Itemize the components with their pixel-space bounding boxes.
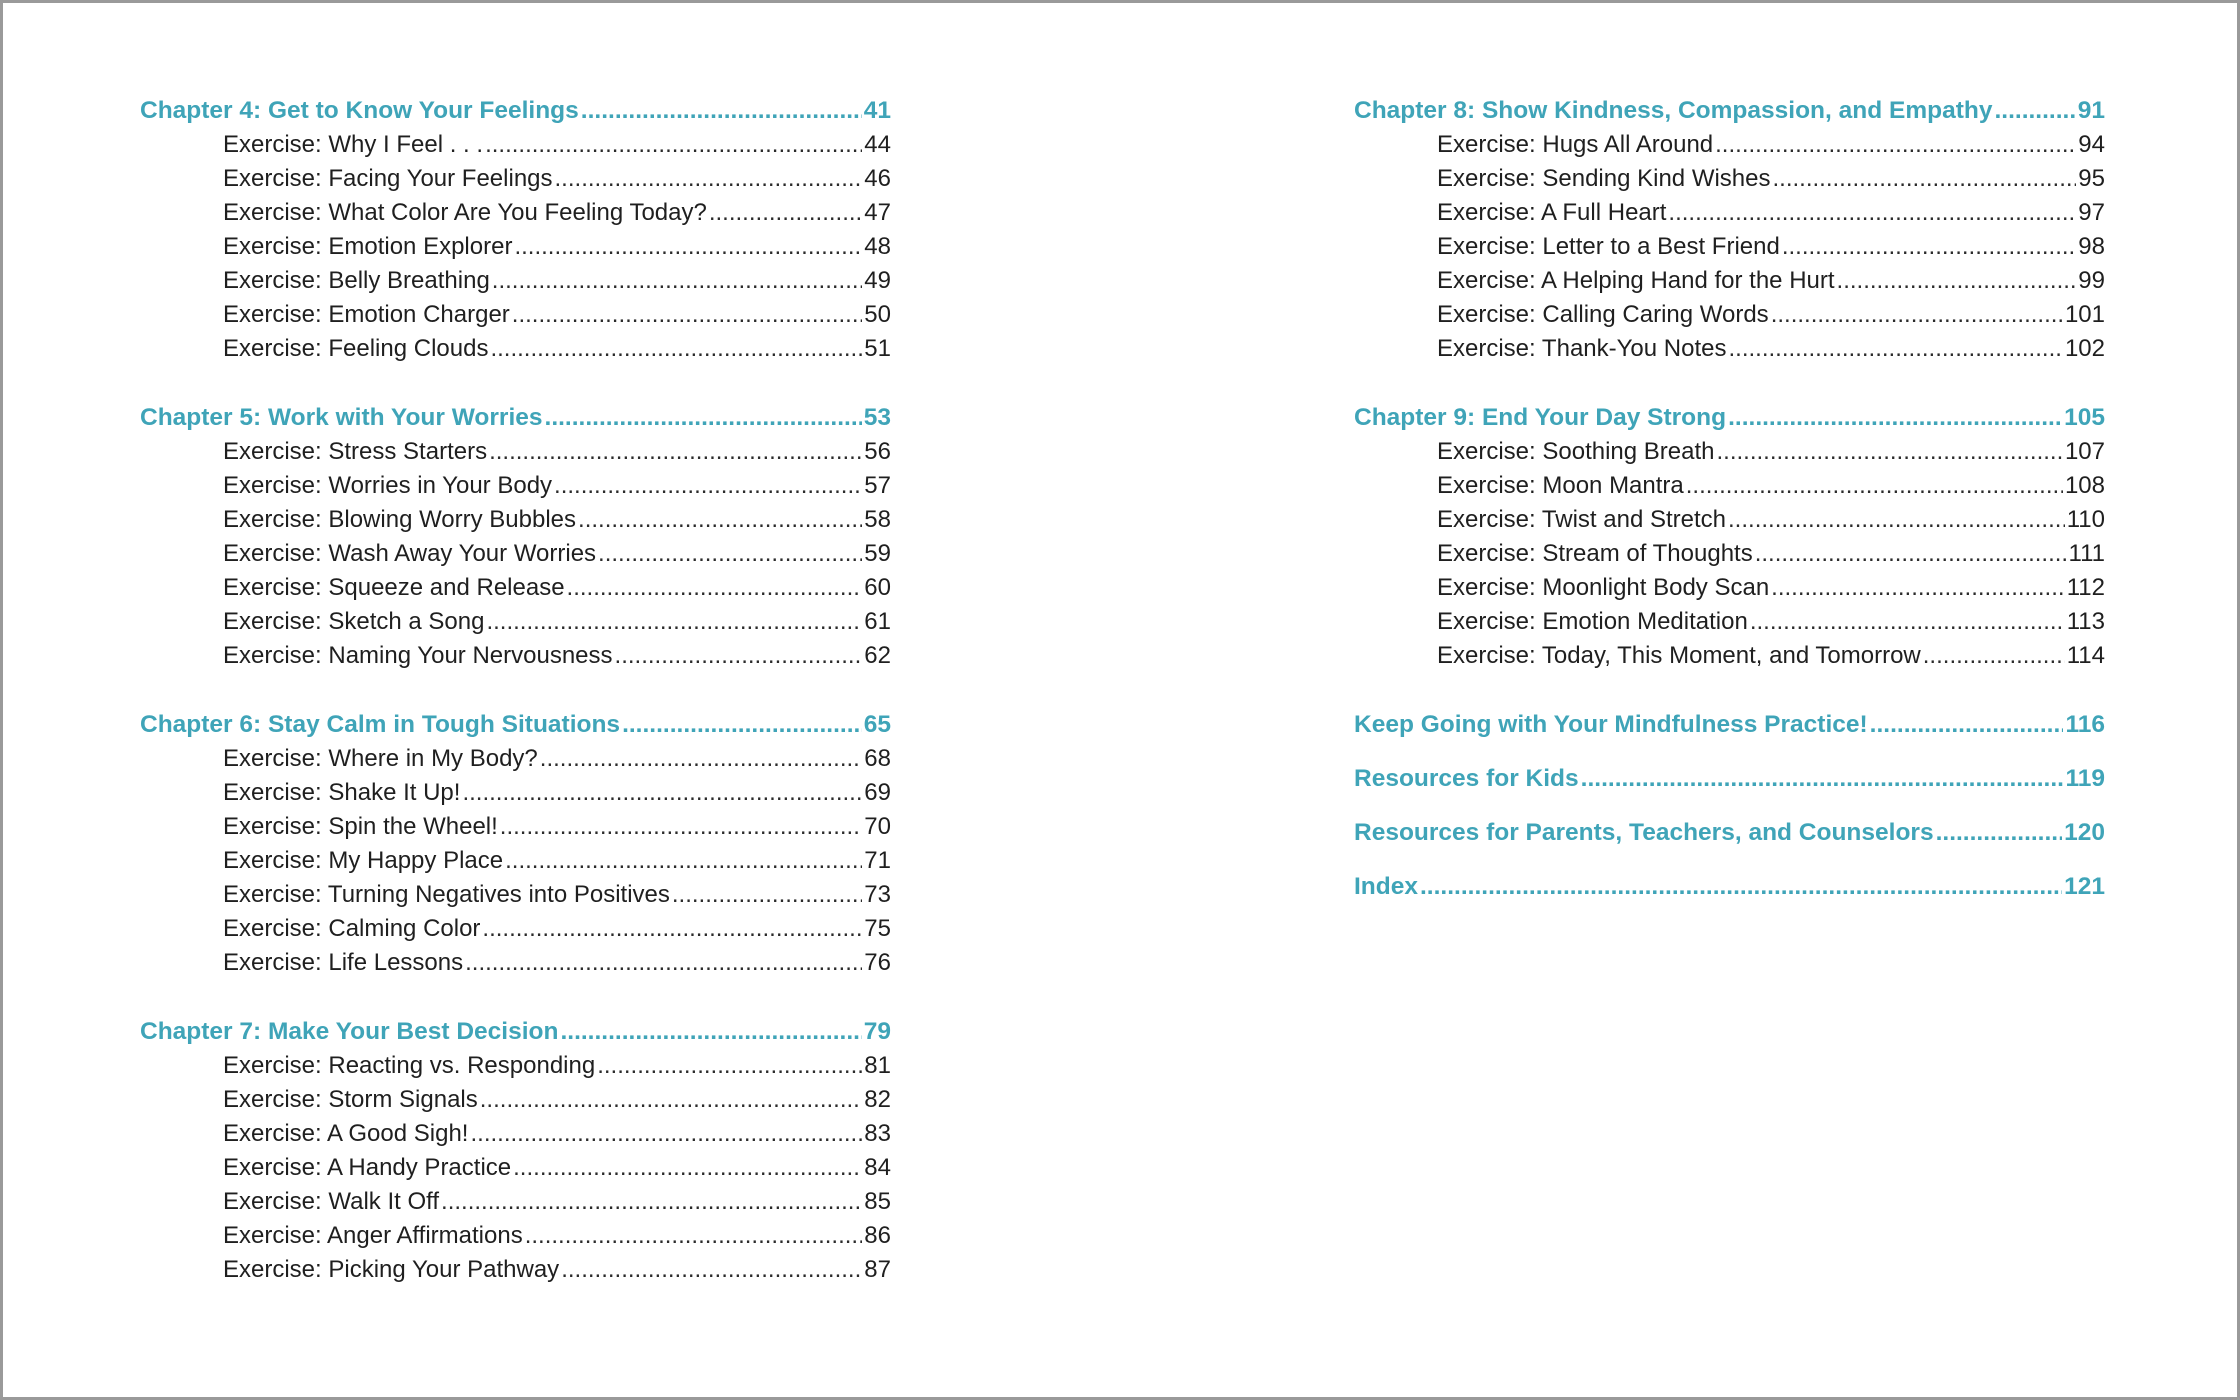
- exercise-entry[interactable]: [140, 196, 891, 230]
- exercise-title: Exercise: Spin the Wheel!: [223, 813, 498, 840]
- page-number: 79: [863, 1018, 891, 1045]
- page-number: 83: [864, 1120, 891, 1147]
- dot-leader: [555, 162, 863, 196]
- dot-leader: [1936, 816, 2063, 850]
- dot-leader: [500, 810, 863, 844]
- exercise-entry[interactable]: [1354, 571, 2105, 605]
- exercise-entry[interactable]: [140, 230, 891, 264]
- exercise-title: Exercise: Turning Negatives into Positives: [223, 881, 670, 908]
- exercise-entry[interactable]: [1354, 503, 2105, 537]
- dot-leader: [1420, 870, 2062, 904]
- dot-leader: [1923, 639, 2065, 673]
- page-number: 60: [864, 574, 891, 601]
- exercise-title: Exercise: Shake It Up!: [223, 779, 461, 806]
- dot-leader: [490, 332, 862, 366]
- page-number: 59: [864, 540, 891, 567]
- exercise-title: Exercise: What Color Are You Feeling Today?: [223, 199, 707, 226]
- section-heading[interactable]: [1354, 708, 2105, 742]
- page-number: 68: [864, 745, 891, 772]
- dot-leader: [485, 128, 862, 162]
- dot-leader: [505, 844, 862, 878]
- chapter-heading[interactable]: [140, 94, 891, 128]
- exercise-title: Exercise: Reacting vs. Responding: [223, 1052, 596, 1079]
- page-number: 97: [2078, 199, 2105, 226]
- page-number: 120: [2064, 819, 2105, 846]
- exercise-title: Exercise: Blowing Worry Bubbles: [223, 506, 577, 533]
- exercise-title: Exercise: Naming Your Nervousness: [223, 642, 613, 669]
- exercise-entry[interactable]: [140, 605, 891, 639]
- exercise-entry[interactable]: [1354, 128, 2105, 162]
- dot-leader: [672, 878, 862, 912]
- dot-leader: [1771, 298, 2063, 332]
- chapter-heading[interactable]: [140, 708, 891, 742]
- exercise-title: Exercise: A Handy Practice: [223, 1154, 512, 1181]
- exercise-title: Exercise: Squeeze and Release: [223, 574, 565, 601]
- chapter-title: Chapter 6: Stay Calm in Tough Situations: [140, 711, 621, 738]
- page-number: 121: [2064, 873, 2105, 900]
- exercise-title: Exercise: Why I Feel . . .: [223, 131, 484, 158]
- exercise-title: Exercise: Wash Away Your Worries: [223, 540, 597, 567]
- dot-leader: [525, 1219, 863, 1253]
- chapter-6-section: [140, 708, 891, 980]
- dot-leader: [622, 708, 862, 742]
- exercise-title: Exercise: Hugs All Around: [1437, 131, 1714, 158]
- exercise-entry[interactable]: [140, 776, 891, 810]
- exercise-title: Exercise: Moon Mantra: [1437, 472, 1684, 499]
- page-number: 101: [2064, 301, 2105, 328]
- exercise-title: Exercise: A Good Sigh!: [223, 1120, 469, 1147]
- dot-leader: [560, 1015, 861, 1049]
- dot-leader: [514, 230, 862, 264]
- exercise-title: Exercise: Stress Starters: [223, 438, 488, 465]
- page-number: 47: [864, 199, 891, 226]
- page-number: 87: [864, 1256, 891, 1283]
- chapter-heading[interactable]: [140, 401, 891, 435]
- dot-leader: [1729, 332, 2063, 366]
- dot-leader: [709, 196, 862, 230]
- dot-leader: [482, 912, 862, 946]
- dot-leader: [597, 1049, 862, 1083]
- exercise-title: Exercise: Soothing Breath: [1437, 438, 1715, 465]
- exercise-title: Exercise: Where in My Body?: [223, 745, 538, 772]
- page-number: 110: [2066, 506, 2105, 533]
- dot-leader: [1728, 401, 2062, 435]
- chapter-title: Chapter 4: Get to Know Your Feelings: [140, 97, 579, 124]
- page-number: 113: [2066, 608, 2105, 635]
- section-title: Resources for Parents, Teachers, and Counselors: [1354, 819, 1934, 846]
- exercise-entry[interactable]: [140, 1151, 891, 1185]
- exercise-entry[interactable]: [140, 264, 891, 298]
- exercise-title: Exercise: Stream of Thoughts: [1437, 540, 1753, 567]
- page-number: 84: [864, 1154, 891, 1181]
- exercise-entry[interactable]: [140, 844, 891, 878]
- exercise-entry[interactable]: [140, 162, 891, 196]
- dot-leader: [1750, 605, 2065, 639]
- exercise-entry[interactable]: [140, 503, 891, 537]
- dot-leader: [1686, 469, 2063, 503]
- exercise-entry[interactable]: [1354, 264, 2105, 298]
- page-number: 102: [2064, 335, 2105, 362]
- exercise-entry[interactable]: [140, 742, 891, 776]
- page-number: 56: [864, 438, 891, 465]
- dot-leader: [1773, 162, 2077, 196]
- page-number: 112: [2066, 574, 2105, 601]
- exercise-entry[interactable]: [1354, 605, 2105, 639]
- extra-section-resources-kids: [1354, 762, 2105, 796]
- extra-section-mindfulness: [1354, 708, 2105, 742]
- exercise-entry[interactable]: [140, 469, 891, 503]
- exercise-entry[interactable]: [140, 1083, 891, 1117]
- page-number: 76: [864, 949, 891, 976]
- page-number: 114: [2066, 642, 2105, 669]
- page-number: 49: [864, 267, 891, 294]
- page-number: 62: [864, 642, 891, 669]
- exercise-title: Exercise: Feeling Clouds: [223, 335, 489, 362]
- exercise-entry[interactable]: [140, 1253, 891, 1287]
- dot-leader: [554, 469, 862, 503]
- exercise-title: Exercise: Calling Caring Words: [1437, 301, 1769, 328]
- dot-leader: [1581, 762, 2064, 796]
- dot-leader: [1717, 435, 2063, 469]
- page-number: 50: [864, 301, 891, 328]
- exercise-entry[interactable]: [140, 435, 891, 469]
- exercise-title: Exercise: My Happy Place: [223, 847, 504, 874]
- chapter-9-section: [1354, 401, 2105, 673]
- dot-leader: [545, 401, 862, 435]
- exercise-entry[interactable]: [140, 1185, 891, 1219]
- exercise-entry[interactable]: [1354, 537, 2105, 571]
- exercise-entry[interactable]: [140, 1117, 891, 1151]
- dot-leader: [578, 503, 862, 537]
- chapter-5-section: [140, 401, 891, 673]
- dot-leader: [1782, 230, 2076, 264]
- page-number: 119: [2065, 765, 2105, 792]
- page-number: 107: [2064, 438, 2105, 465]
- exercise-title: Exercise: A Helping Hand for the Hurt: [1437, 267, 1835, 294]
- dot-leader: [441, 1185, 862, 1219]
- exercise-entry[interactable]: [140, 128, 891, 162]
- chapter-title: Chapter 7: Make Your Best Decision: [140, 1018, 559, 1045]
- page-number: 48: [864, 233, 891, 260]
- chapter-title: Chapter 8: Show Kindness, Compassion, and Empathy: [1354, 97, 1993, 124]
- page-number: 65: [863, 711, 891, 738]
- toc-right-column: [1354, 94, 2105, 924]
- dot-leader: [513, 1151, 862, 1185]
- page-number: 57: [864, 472, 891, 499]
- section-heading[interactable]: [1354, 762, 2105, 796]
- page-number: 69: [864, 779, 891, 806]
- exercise-entry[interactable]: [1354, 196, 2105, 230]
- page-number: 73: [864, 881, 891, 908]
- chapter-4-section: [140, 94, 891, 366]
- dot-leader: [1771, 571, 2065, 605]
- page-number: 70: [864, 813, 891, 840]
- exercise-title: Exercise: Today, This Moment, and Tomorrow: [1437, 642, 1921, 669]
- exercise-entry[interactable]: [1354, 332, 2105, 366]
- dot-leader: [512, 298, 863, 332]
- exercise-title: Exercise: A Full Heart: [1437, 199, 1667, 226]
- page-number: 91: [2077, 97, 2105, 124]
- section-title: Resources for Kids: [1354, 765, 1579, 792]
- exercise-title: Exercise: Storm Signals: [223, 1086, 478, 1113]
- page-number: 58: [864, 506, 891, 533]
- exercise-entry[interactable]: [140, 810, 891, 844]
- exercise-title: Exercise: Emotion Charger: [223, 301, 510, 328]
- chapter-title: Chapter 9: End Your Day Strong: [1354, 404, 1727, 431]
- section-heading[interactable]: [1354, 816, 2105, 850]
- page-number: 41: [863, 97, 891, 124]
- exercise-title: Exercise: Anger Affirmations: [223, 1222, 523, 1249]
- exercise-entry[interactable]: [1354, 298, 2105, 332]
- exercise-entry[interactable]: [140, 639, 891, 673]
- dot-leader: [540, 742, 863, 776]
- dot-leader: [567, 571, 863, 605]
- exercise-entry[interactable]: [1354, 469, 2105, 503]
- page-number: 81: [864, 1052, 891, 1079]
- dot-leader: [489, 435, 862, 469]
- exercise-title: Exercise: Walk It Off: [223, 1188, 440, 1215]
- exercise-title: Exercise: Letter to a Best Friend: [1437, 233, 1780, 260]
- dot-leader: [1715, 128, 2076, 162]
- extra-section-resources-adults: [1354, 816, 2105, 850]
- exercise-entry[interactable]: [140, 878, 891, 912]
- page-number: 53: [863, 404, 891, 431]
- dot-leader: [561, 1253, 862, 1287]
- exercise-title: Exercise: Twist and Stretch: [1437, 506, 1727, 533]
- exercise-entry[interactable]: [140, 332, 891, 366]
- dot-leader: [581, 94, 862, 128]
- dot-leader: [470, 1117, 862, 1151]
- dot-leader: [1870, 708, 2064, 742]
- page-number: 82: [864, 1086, 891, 1113]
- dot-leader: [615, 639, 863, 673]
- section-title: Keep Going with Your Mindfulness Practice!: [1354, 711, 1868, 738]
- section-title: Index: [1354, 873, 1418, 900]
- chapter-heading[interactable]: [1354, 401, 2105, 435]
- chapter-8-section: [1354, 94, 2105, 366]
- exercise-entry[interactable]: [1354, 230, 2105, 264]
- exercise-entry[interactable]: [1354, 639, 2105, 673]
- page-number: 95: [2078, 165, 2105, 192]
- exercise-entry[interactable]: [1354, 162, 2105, 196]
- dot-leader: [1837, 264, 2077, 298]
- chapter-heading[interactable]: [1354, 94, 2105, 128]
- dot-leader: [1728, 503, 2065, 537]
- page-number: 116: [2065, 711, 2105, 738]
- section-heading[interactable]: [1354, 870, 2105, 904]
- page-number: 44: [864, 131, 891, 158]
- exercise-title: Exercise: Thank-You Notes: [1437, 335, 1727, 362]
- exercise-title: Exercise: Belly Breathing: [223, 267, 490, 294]
- toc-left-column: [140, 94, 891, 1287]
- page-number: 46: [864, 165, 891, 192]
- exercise-title: Exercise: Emotion Meditation: [1437, 608, 1748, 635]
- exercise-entry[interactable]: [140, 912, 891, 946]
- dot-leader: [1755, 537, 2067, 571]
- exercise-entry[interactable]: [140, 571, 891, 605]
- exercise-title: Exercise: Picking Your Pathway: [223, 1256, 560, 1283]
- page-number: 75: [864, 915, 891, 942]
- dot-leader: [480, 1083, 863, 1117]
- dot-leader: [492, 264, 863, 298]
- chapter-title: Chapter 5: Work with Your Worries: [140, 404, 543, 431]
- page-number: 105: [2064, 404, 2105, 431]
- page-number: 86: [864, 1222, 891, 1249]
- exercise-entry[interactable]: [140, 1049, 891, 1083]
- dot-leader: [465, 946, 862, 980]
- page-number: 61: [864, 608, 891, 635]
- dot-leader: [462, 776, 862, 810]
- exercise-title: Exercise: Facing Your Feelings: [223, 165, 553, 192]
- exercise-title: Exercise: Life Lessons: [223, 949, 464, 976]
- dot-leader: [598, 537, 862, 571]
- exercise-entry[interactable]: [140, 946, 891, 980]
- page-number: 51: [864, 335, 891, 362]
- exercise-title: Exercise: Calming Color: [223, 915, 481, 942]
- page-number: 108: [2064, 472, 2105, 499]
- page-number: 71: [864, 847, 891, 874]
- exercise-title: Exercise: Worries in Your Body: [223, 472, 553, 499]
- page-number: 99: [2078, 267, 2105, 294]
- exercise-entry[interactable]: [1354, 435, 2105, 469]
- dot-leader: [1668, 196, 2076, 230]
- exercise-entry[interactable]: [140, 1219, 891, 1253]
- page-number: 111: [2068, 540, 2105, 567]
- page-number: 94: [2078, 131, 2105, 158]
- exercise-title: Exercise: Sketch a Song: [223, 608, 485, 635]
- exercise-title: Exercise: Moonlight Body Scan: [1437, 574, 1770, 601]
- extra-section-index: [1354, 870, 2105, 904]
- exercise-title: Exercise: Emotion Explorer: [223, 233, 513, 260]
- chapter-heading[interactable]: [140, 1015, 891, 1049]
- exercise-title: Exercise: Sending Kind Wishes: [1437, 165, 1771, 192]
- exercise-entry[interactable]: [140, 537, 891, 571]
- page-number: 85: [864, 1188, 891, 1215]
- dot-leader: [486, 605, 862, 639]
- exercise-entry[interactable]: [140, 298, 891, 332]
- dot-leader: [1994, 94, 2075, 128]
- page-number: 98: [2078, 233, 2105, 260]
- chapter-7-section: [140, 1015, 891, 1287]
